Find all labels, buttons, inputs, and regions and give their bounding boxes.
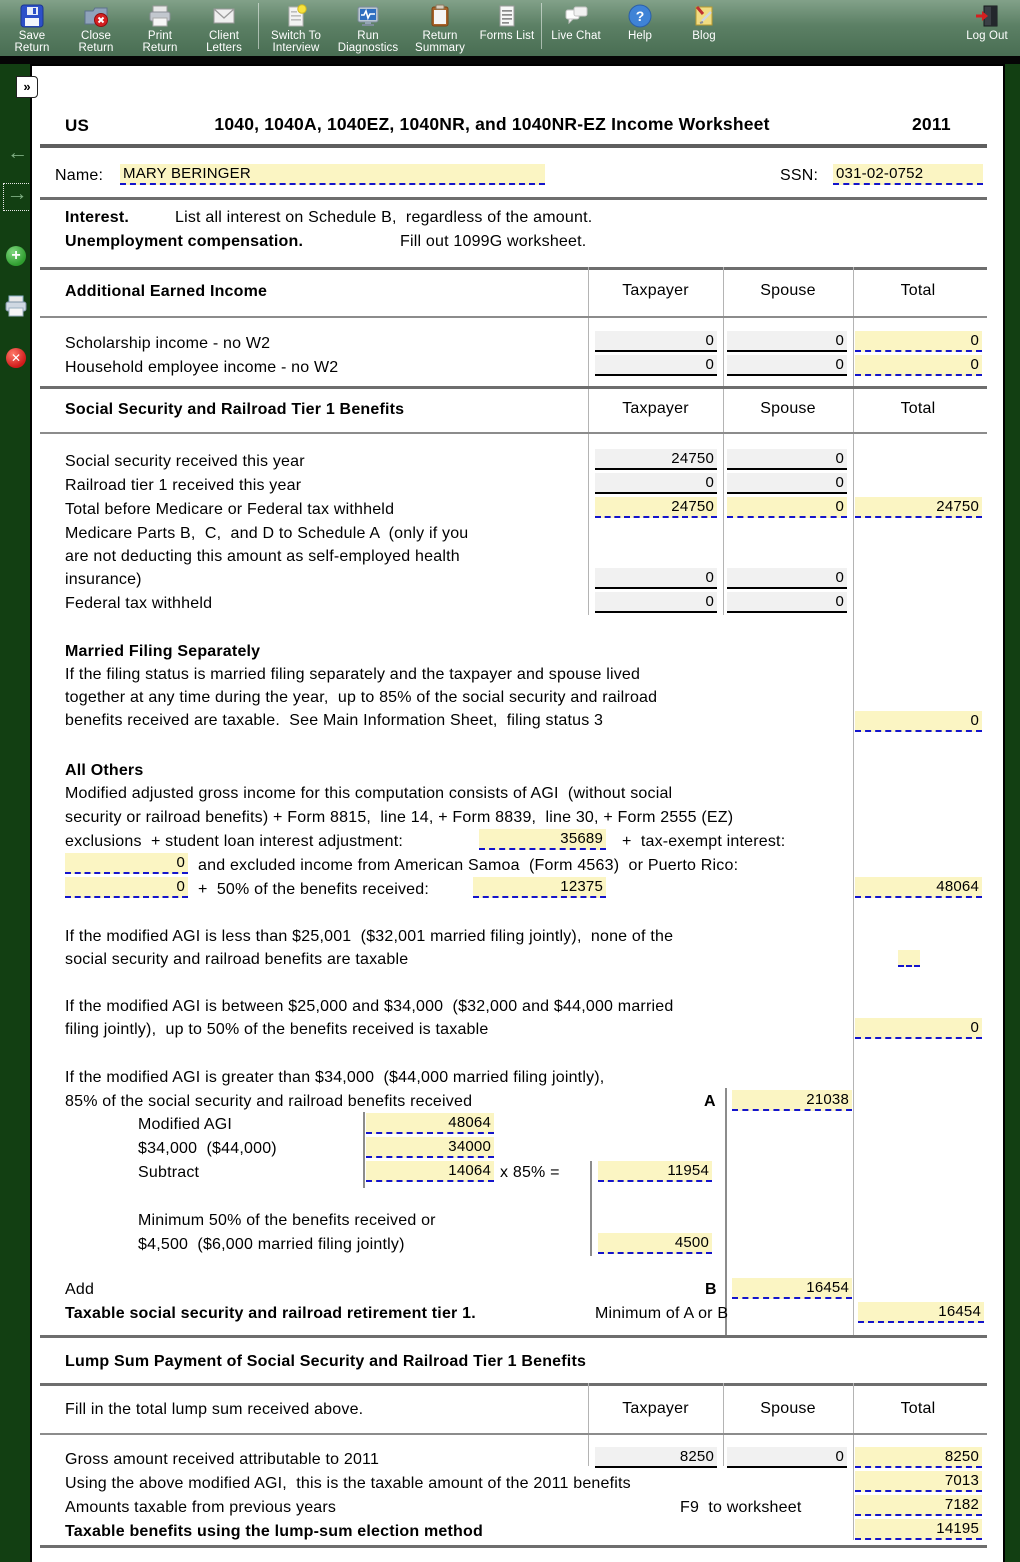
taxable-ss-total-field[interactable]: 16454 bbox=[858, 1302, 984, 1323]
paragraph-line: + tax-exempt interest: bbox=[622, 833, 786, 850]
print-return-icon bbox=[147, 3, 173, 29]
row-label: Subtract bbox=[138, 1164, 200, 1181]
total-field[interactable]: 7182 bbox=[855, 1495, 982, 1516]
help-button[interactable] bbox=[608, 0, 672, 42]
taxpayer-field[interactable]: 0 bbox=[595, 568, 717, 589]
help-icon bbox=[627, 3, 653, 29]
save-return-icon bbox=[19, 3, 45, 29]
ssn-field[interactable]: 031-02-0752 bbox=[833, 164, 983, 185]
total-field[interactable]: 0 bbox=[855, 355, 982, 376]
run-diagnostics-icon bbox=[355, 3, 381, 29]
mfs-total-field[interactable]: 0 bbox=[855, 711, 982, 732]
run-diagnostics-button[interactable] bbox=[331, 0, 405, 54]
section-title-lump-sum: Lump Sum Payment of Social Security and Railroad Tier 1 Benefits bbox=[65, 1353, 587, 1370]
button-label: Save bbox=[18, 30, 46, 42]
tax-exempt-interest-field[interactable]: 0 bbox=[65, 853, 188, 874]
line-b-label: B bbox=[705, 1281, 717, 1298]
row-label: Using the above modified AGI, this is the taxable amount of the 2011 benefits bbox=[65, 1475, 631, 1492]
button-label: Return bbox=[78, 42, 114, 54]
paragraph-line: If the modified AGI is between $25,000 and $34,000 ($32,000 and $44,000 married bbox=[65, 998, 674, 1015]
spouse-field[interactable]: 0 bbox=[727, 568, 847, 589]
switch-to-interview-icon bbox=[283, 3, 309, 29]
column-divider bbox=[853, 267, 854, 1335]
column-divider bbox=[363, 1112, 365, 1188]
section-title-social-security: Social Security and Railroad Tier 1 Benefits bbox=[65, 401, 405, 418]
expand-panel-tab[interactable] bbox=[16, 76, 38, 98]
paragraph-line: If the filing status is married filing separately and the taxpayer and spouse lived bbox=[65, 666, 641, 683]
spouse-field[interactable]: 0 bbox=[727, 592, 847, 613]
taxable-ss-label: Taxable social security and railroad retirement tier 1. bbox=[65, 1305, 476, 1322]
name-label: Name: bbox=[55, 167, 104, 184]
paragraph-line: + 50% of the benefits received: bbox=[198, 881, 429, 898]
row-label: $34,000 ($44,000) bbox=[138, 1140, 277, 1157]
column-divider bbox=[725, 1088, 727, 1335]
back-arrow-icon[interactable]: ← bbox=[7, 141, 28, 164]
multiply-85-label: x 85% = bbox=[500, 1164, 560, 1181]
button-label: Interview bbox=[272, 42, 320, 54]
row-label: Railroad tier 1 received this year bbox=[65, 477, 302, 494]
blog-icon bbox=[691, 3, 717, 29]
toolbar-separator bbox=[258, 3, 259, 49]
divider bbox=[40, 1335, 987, 1338]
paragraph-line: social security and railroad benefits are taxable bbox=[65, 951, 409, 968]
row-label: $4,500 ($6,000 married filing jointly) bbox=[138, 1236, 405, 1253]
live-chat-button[interactable] bbox=[544, 0, 608, 42]
half-benefits-field[interactable]: 12375 bbox=[473, 877, 606, 898]
return-summary-icon bbox=[427, 3, 453, 29]
row-label: Total before Medicare or Federal tax withheld bbox=[65, 501, 395, 518]
delete-form-icon[interactable]: ✕ bbox=[6, 348, 26, 368]
row-label: Taxable benefits using the lump-sum election method bbox=[65, 1523, 483, 1540]
column-header-taxpayer: Taxpayer bbox=[622, 400, 689, 417]
minimum-a-or-b-label: Minimum of A or B bbox=[595, 1305, 729, 1322]
print-return-button[interactable] bbox=[128, 0, 192, 54]
divider bbox=[40, 1433, 987, 1435]
column-header-spouse: Spouse bbox=[760, 400, 816, 417]
button-label: Diagnostics bbox=[337, 42, 399, 54]
button-label: Run bbox=[357, 30, 379, 42]
button-label: Blog bbox=[692, 30, 716, 42]
chevrons-icon: » bbox=[23, 79, 31, 94]
add-label: Add bbox=[65, 1281, 95, 1298]
paragraph-line: exclusions + student loan interest adjustment: bbox=[65, 833, 404, 850]
paragraph-line: filing jointly), up to 50% of the benefits received is taxable bbox=[65, 1021, 489, 1038]
row-label: are not deducting this amount as self-employed health bbox=[65, 548, 460, 565]
button-label: Forms List bbox=[479, 30, 535, 42]
live-chat-icon bbox=[563, 3, 589, 29]
spouse-field[interactable]: 0 bbox=[727, 473, 847, 494]
paragraph-line: and excluded income from American Samoa (Form 4563) or Puerto Rico: bbox=[198, 857, 739, 874]
f9-worksheet-link[interactable]: F9 to worksheet bbox=[680, 1499, 802, 1516]
ssn-label: SSN: bbox=[780, 167, 819, 184]
unemployment-note-text: Fill out 1099G worksheet. bbox=[400, 233, 587, 250]
column-divider bbox=[723, 267, 724, 615]
column-divider bbox=[588, 1383, 589, 1466]
paragraph-line: benefits received are taxable. See Main Information Sheet, filing status 3 bbox=[65, 712, 604, 729]
button-label: Return bbox=[422, 30, 458, 42]
forward-arrow-icon[interactable]: → bbox=[3, 183, 31, 211]
threshold-field[interactable]: 34000 bbox=[366, 1137, 494, 1158]
paragraph-line: security or railroad benefits) + Form 8815, line 14, + Form 8839, line 30, + Form 2555 (EZ) bbox=[65, 809, 734, 826]
lump-sum-instruction: Fill in the total lump sum received above. bbox=[65, 1401, 364, 1418]
paragraph-line: 85% of the social security and railroad benefits received bbox=[65, 1093, 473, 1110]
divider bbox=[40, 144, 987, 148]
divider bbox=[40, 1383, 987, 1386]
total-field[interactable]: 8250 bbox=[855, 1447, 982, 1468]
row-label: Modified AGI bbox=[138, 1116, 233, 1133]
divider bbox=[40, 386, 987, 389]
button-label: Client bbox=[208, 30, 239, 42]
column-header-taxpayer: Taxpayer bbox=[622, 1400, 689, 1417]
close-return-icon bbox=[83, 3, 109, 29]
taxpayer-field[interactable]: 8250 bbox=[595, 1447, 717, 1468]
svg-text:?: ? bbox=[635, 8, 645, 24]
modified-agi-field[interactable]: 48064 bbox=[366, 1113, 494, 1134]
client-letters-button[interactable] bbox=[192, 0, 256, 54]
button-label: Print bbox=[147, 30, 173, 42]
forms-list-icon bbox=[494, 3, 520, 29]
paragraph-line: If the modified AGI is less than $25,001 ($32,001 married filing jointly), none of the bbox=[65, 928, 674, 945]
taxpayer-field[interactable]: 0 bbox=[595, 473, 717, 494]
log-out-icon bbox=[974, 3, 1000, 29]
paragraph-line: If the modified AGI is greater than $34,000 ($44,000 married filing jointly), bbox=[65, 1069, 605, 1086]
button-label: Summary bbox=[415, 42, 465, 54]
divider bbox=[40, 267, 987, 270]
button-label: Letters bbox=[206, 42, 242, 54]
column-header-total: Total bbox=[900, 1400, 936, 1417]
interest-note-label: Interest. bbox=[65, 209, 130, 226]
return-summary-button[interactable] bbox=[405, 0, 475, 54]
forms-list-button[interactable] bbox=[475, 0, 539, 42]
row-label: Household employee income - no W2 bbox=[65, 359, 339, 376]
button-label: Return bbox=[142, 42, 178, 54]
total-field[interactable]: 14195 bbox=[855, 1519, 982, 1540]
subtract-field[interactable]: 14064 bbox=[366, 1161, 494, 1182]
taxpayer-field[interactable]: 0 bbox=[595, 331, 717, 352]
line-a-label: A bbox=[704, 1093, 716, 1110]
button-label: Live Chat bbox=[551, 30, 601, 42]
spouse-field[interactable]: 0 bbox=[727, 355, 847, 376]
page-title: 1040, 1040A, 1040EZ, 1040NR, and 1040NR-EZ Income Worksheet bbox=[214, 114, 770, 134]
row-label: Scholarship income - no W2 bbox=[65, 335, 271, 352]
spouse-field[interactable]: 0 bbox=[727, 449, 847, 470]
line-a-field[interactable]: 21038 bbox=[732, 1090, 852, 1111]
spouse-field[interactable]: 0 bbox=[727, 1447, 847, 1468]
interest-note-text: List all interest on Schedule B, regardless of the amount. bbox=[175, 209, 593, 226]
save-return-button[interactable] bbox=[0, 0, 64, 54]
paragraph-line: together at any time during the year, up to 85% of the social security and railroad bbox=[65, 689, 658, 706]
main-toolbar bbox=[0, 0, 1020, 56]
close-return-button[interactable] bbox=[64, 0, 128, 54]
button-label: Switch To bbox=[271, 30, 321, 42]
column-header-taxpayer: Taxpayer bbox=[622, 282, 689, 299]
column-header-spouse: Spouse bbox=[760, 1400, 816, 1417]
unemployment-note-label: Unemployment compensation. bbox=[65, 233, 304, 250]
button-label: Help bbox=[627, 30, 653, 42]
name-field[interactable]: MARY BERINGER bbox=[120, 164, 545, 185]
column-divider bbox=[588, 267, 589, 615]
taxpayer-field[interactable]: 24750 bbox=[595, 449, 717, 470]
worksheet-page bbox=[30, 64, 1005, 1562]
column-header-total: Total bbox=[900, 400, 936, 417]
divider bbox=[40, 1545, 987, 1548]
column-header-total: Total bbox=[900, 282, 936, 299]
taxpayer-field[interactable]: 0 bbox=[595, 592, 717, 613]
section-title-additional-earned-income: Additional Earned Income bbox=[65, 283, 268, 300]
switch-to-interview-button[interactable] bbox=[261, 0, 331, 54]
divider bbox=[40, 432, 987, 434]
row-label: Amounts taxable from previous years bbox=[65, 1499, 337, 1516]
tax-year: 2011 bbox=[912, 114, 951, 134]
row-label: Federal tax withheld bbox=[65, 595, 213, 612]
client-letters-icon bbox=[211, 3, 237, 29]
result-85pct-field[interactable]: 11954 bbox=[598, 1161, 712, 1182]
total-field[interactable]: 24750 bbox=[855, 497, 982, 518]
jurisdiction-label: US bbox=[65, 116, 90, 135]
taxpayer-field[interactable]: 0 bbox=[595, 355, 717, 376]
column-header-spouse: Spouse bbox=[760, 282, 816, 299]
toolbar-divider bbox=[0, 56, 1020, 64]
log-out-button[interactable] bbox=[958, 2, 1016, 42]
taxpayer-field[interactable]: 24750 bbox=[595, 497, 717, 518]
divider bbox=[40, 197, 987, 200]
column-divider bbox=[723, 1383, 724, 1466]
modified-agi-input-field[interactable]: 35689 bbox=[479, 829, 606, 850]
row-label: Minimum 50% of the benefits received or bbox=[138, 1212, 436, 1229]
column-divider bbox=[590, 1161, 592, 1256]
total-field[interactable]: 0 bbox=[855, 331, 982, 352]
spouse-field[interactable]: 0 bbox=[727, 497, 847, 518]
button-label: Close bbox=[81, 30, 111, 42]
add-form-icon[interactable]: + bbox=[6, 246, 26, 266]
paragraph-line: Modified adjusted gross income for this computation consists of AGI (without social bbox=[65, 785, 673, 802]
none-taxable-field[interactable] bbox=[898, 950, 920, 967]
section-title-mfs: Married Filing Separately bbox=[65, 643, 261, 660]
all-others-total-field[interactable]: 48064 bbox=[855, 877, 982, 898]
divider bbox=[40, 316, 987, 318]
blog-button[interactable] bbox=[672, 0, 736, 42]
line-b-field[interactable]: 16454 bbox=[732, 1278, 852, 1299]
spouse-field[interactable]: 0 bbox=[727, 331, 847, 352]
total-field[interactable]: 7013 bbox=[855, 1471, 982, 1492]
fifty-pct-total-field[interactable]: 0 bbox=[855, 1018, 982, 1039]
minimum-field[interactable]: 4500 bbox=[598, 1233, 712, 1254]
toolbar-separator bbox=[541, 3, 542, 49]
row-label: insurance) bbox=[65, 571, 142, 588]
print-page-icon[interactable] bbox=[4, 294, 28, 318]
row-label: Social security received this year bbox=[65, 453, 305, 470]
button-label: Log Out bbox=[966, 30, 1008, 42]
section-title-all-others: All Others bbox=[65, 762, 144, 779]
row-label: Medicare Parts B, C, and D to Schedule A (only if you bbox=[65, 525, 469, 542]
excluded-income-field[interactable]: 0 bbox=[65, 877, 188, 898]
row-label: Gross amount received attributable to 2011 bbox=[65, 1451, 380, 1468]
button-label: Return bbox=[14, 42, 50, 54]
